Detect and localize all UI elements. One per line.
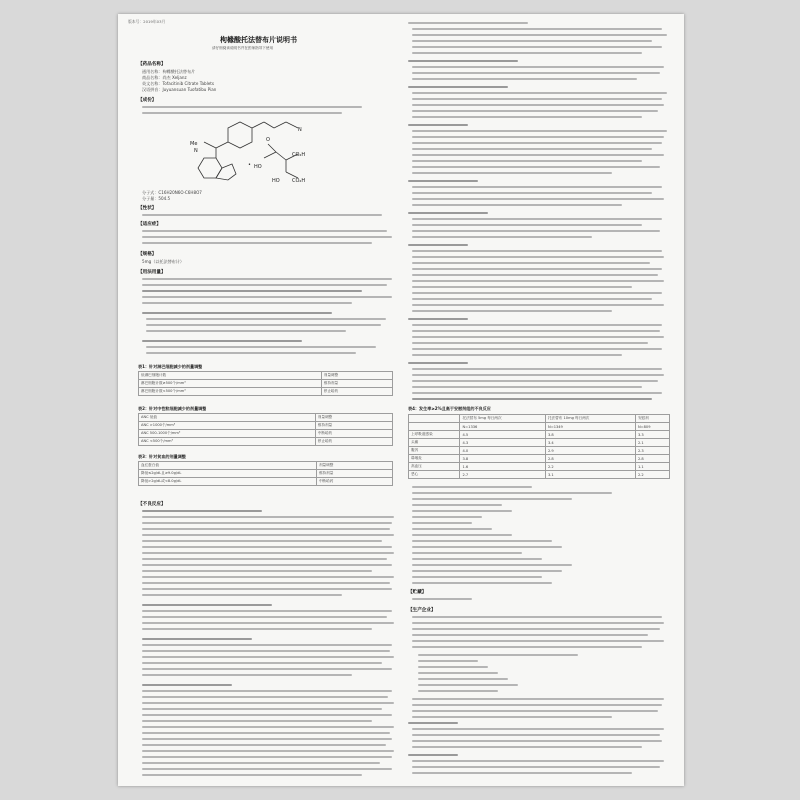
table-row: 腹泻 4.0 2.9 2.3 [409, 447, 670, 455]
specification-text: 5mg（以托法替布计） [142, 259, 184, 264]
table-row: ANC >1000个/mm³ 维持剂量 [139, 422, 393, 430]
section-dosage: 【用法用量】 [138, 270, 166, 275]
generic-name: 通用名称：枸橼酸托法替布片 [142, 69, 196, 74]
table-anemia [138, 461, 393, 486]
pinyin-name: 汉语拼音：Juyuansuan Tuofatibu Pian [142, 87, 217, 92]
section-adverse: 【不良反应】 [138, 502, 166, 507]
section-properties: 【性状】 [138, 206, 157, 211]
table-row: 托法替布 5mg 每日两次 托法替布 10mg 每日两次 安慰剂 [409, 415, 670, 423]
document-subtitle: 请仔细阅读说明书并在医师指导下使用 [212, 46, 274, 50]
chemical-structure [168, 118, 318, 188]
svg-text:HO: HO [254, 164, 262, 170]
document-title: 枸橼酸托法替布片说明书 [220, 36, 297, 44]
molecular-formula: 分子式：C16H20N6O·C6H8O7 [142, 190, 202, 195]
table-neutrophil [138, 413, 393, 446]
section-drug-name: 【药品名称】 [138, 62, 166, 67]
svg-text:CO₂H: CO₂H [292, 178, 306, 184]
table-row: N=1336 N=1349 N=809 [409, 423, 670, 431]
table-row: 低淋巴细胞计数 剂量调整 [139, 372, 393, 380]
left-column [128, 14, 398, 786]
section-ingredients: 【成份】 [138, 98, 157, 103]
table2-title: 表2：针对中性粒细胞减少的剂量调整 [138, 406, 207, 411]
section-storage: 【贮藏】 [408, 590, 427, 595]
english-name: 英文名称：Tofacitinib Citrate Tablets [142, 81, 215, 86]
svg-text:•: • [248, 162, 251, 168]
table-row: 上呼吸道感染 4.5 3.8 3.3 [409, 431, 670, 439]
table-row: 恶心 2.7 3.1 2.2 [409, 471, 670, 479]
svg-text:O: O [266, 137, 270, 143]
table-lymphocyte [138, 371, 393, 396]
table-adverse-reactions [408, 414, 670, 479]
table-row: ANC 500-1000个/mm³ 中断给药 [139, 430, 393, 438]
table-row: 血红蛋白值 剂量调整 [139, 462, 393, 470]
svg-text:N: N [298, 127, 302, 133]
table-row: 头痛 4.3 3.4 2.1 [409, 439, 670, 447]
svg-text:Me: Me [190, 141, 198, 147]
section-indications: 【适应症】 [138, 222, 161, 227]
leaflet-sheet [118, 14, 684, 786]
table-row: ANC <500个/mm³ 停止给药 [139, 438, 393, 446]
table-row: 淋巴细胞计数≥500个/mm³ 维持剂量 [139, 380, 393, 388]
table1-title: 表1：针对淋巴细胞减少的剂量调整 [138, 364, 203, 369]
svg-text:N: N [194, 148, 198, 154]
brand-name: 商品名称：尚杰 Xeljanz [142, 75, 187, 80]
version-header: 版本号：2019年03月 [128, 19, 166, 24]
section-manufacturer: 【生产企业】 [408, 608, 436, 613]
table-row: 降低>2g/dL或<8.0g/dL 中断给药 [139, 478, 393, 486]
section-specification: 【规格】 [138, 252, 157, 257]
table-row: 高血压 1.6 2.2 1.1 [409, 463, 670, 471]
table3-title: 表3：针对贫血的剂量调整 [138, 454, 186, 459]
table-row: 淋巴细胞计数<500个/mm³ 停止给药 [139, 388, 393, 396]
table-row: 降低≤2g/dL且≥9.0g/dL 维持剂量 [139, 470, 393, 478]
table-row: 鼻咽炎 3.8 2.8 2.8 [409, 455, 670, 463]
right-column [408, 14, 676, 786]
table4-title: 表4：发生率≥2%且高于安慰剂组的不良反应 [408, 406, 491, 411]
svg-text:HO: HO [272, 178, 280, 184]
table-row: ANC 低值 剂量调整 [139, 414, 393, 422]
svg-text:CO₂H: CO₂H [292, 152, 306, 158]
molecular-weight: 分子量：504.5 [142, 196, 171, 201]
